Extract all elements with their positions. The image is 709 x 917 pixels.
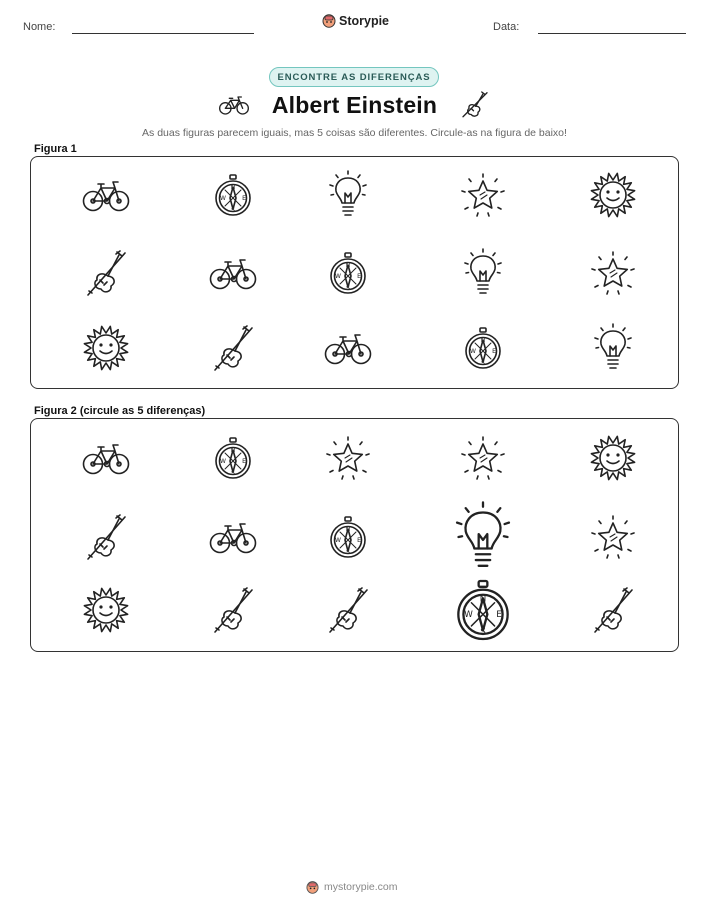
figure1-cell-r2-c4 [443, 235, 523, 311]
svg-text:W: W [220, 195, 226, 202]
lightbulb-icon [328, 170, 368, 220]
figure1-cell-r1-c3 [308, 157, 388, 233]
figure2-cell-r3-c4[interactable] [443, 572, 523, 648]
star-icon [459, 434, 507, 482]
svg-text:W: W [335, 537, 341, 544]
instructions-text: As duas figuras parecem iguais, mas 5 coisas são diferentes. Circule-as na figura de baixo! [142, 127, 567, 139]
violin-icon [325, 584, 371, 636]
figure2-cell-r2-c1[interactable] [66, 499, 146, 575]
figure1-cell-r2-c2 [193, 235, 273, 311]
figure2-cell-r3-c3[interactable] [308, 572, 388, 648]
sun-icon [81, 585, 131, 635]
svg-text:N: N [230, 447, 236, 454]
svg-text:S: S [480, 627, 486, 638]
bicycle-icon [81, 177, 131, 213]
svg-text:E: E [496, 610, 502, 621]
compass-icon [213, 436, 253, 480]
svg-text:W: W [220, 458, 226, 465]
svg-text:W: W [464, 610, 473, 621]
title-violin-icon [460, 89, 490, 124]
storypie-mascot-icon [322, 13, 336, 28]
figure1-cell-r3-c5 [573, 310, 653, 386]
svg-text:S: S [346, 549, 350, 556]
figure1-cell-r2-c3 [308, 235, 388, 311]
svg-text:N: N [480, 337, 486, 344]
svg-text:E: E [492, 348, 496, 355]
footer [306, 880, 398, 894]
figure2-panel[interactable] [30, 418, 679, 652]
figure2-cell-r1-c2[interactable] [193, 420, 273, 496]
violin-icon [83, 247, 129, 299]
compass-icon [213, 173, 253, 217]
figure2-cell-r1-c3[interactable] [308, 420, 388, 496]
svg-text:E: E [242, 458, 246, 465]
svg-text:W: W [470, 348, 476, 355]
date-label: Data: [493, 21, 520, 33]
violin-icon [590, 584, 636, 636]
bicycle-icon [81, 440, 131, 476]
page-title: Albert Einstein [271, 92, 438, 118]
footer-url[interactable]: mystorypie.com [324, 881, 398, 893]
activity-badge: ENCONTRE AS DIFERENÇAS [269, 67, 439, 87]
figure1-cell-r3-c1 [66, 310, 146, 386]
star-icon [589, 513, 637, 561]
name-label: Nome: [23, 21, 56, 33]
figure2-cell-r3-c1[interactable] [66, 572, 146, 648]
svg-text:S: S [231, 470, 235, 477]
star-icon [589, 249, 637, 297]
brand-logo [322, 13, 389, 28]
lightbulb-icon [463, 248, 503, 298]
figure1-label: Figura 1 [34, 143, 77, 155]
violin-icon [210, 322, 256, 374]
svg-text:E: E [242, 195, 246, 202]
lightbulb-icon [454, 501, 512, 573]
figure2-cell-r3-c5[interactable] [573, 572, 653, 648]
star-icon [459, 171, 507, 219]
svg-text:E: E [357, 273, 361, 280]
figure2-cell-r3-c2[interactable] [193, 572, 273, 648]
figure2-cell-r1-c4[interactable] [443, 420, 523, 496]
compass-icon [454, 578, 512, 642]
bicycle-icon [323, 330, 373, 366]
svg-text:E: E [357, 537, 361, 544]
figure1-cell-r3-c4 [443, 310, 523, 386]
star-icon [324, 434, 372, 482]
svg-text:S: S [231, 207, 235, 214]
lightbulb-icon [593, 323, 633, 373]
compass-icon [328, 251, 368, 295]
figure2-cell-r1-c5[interactable] [573, 420, 653, 496]
name-field[interactable] [72, 33, 254, 34]
svg-text:N: N [230, 184, 236, 191]
figure1-cell-r1-c4 [443, 157, 523, 233]
sun-icon [588, 170, 638, 220]
figure1-cell-r2-c1 [66, 235, 146, 311]
sun-icon [588, 433, 638, 483]
svg-text:N: N [345, 262, 351, 269]
bicycle-icon [208, 519, 258, 555]
figure2-cell-r2-c5[interactable] [573, 499, 653, 575]
storypie-mascot-icon [306, 880, 319, 894]
brand-name: Storypie [339, 13, 390, 28]
svg-text:S: S [346, 285, 350, 292]
compass-icon [463, 326, 503, 370]
svg-text:N: N [479, 594, 487, 605]
figure2-cell-r2-c3[interactable] [308, 499, 388, 575]
svg-text:N: N [345, 526, 351, 533]
figure1-cell-r2-c5 [573, 235, 653, 311]
figure1-cell-r3-c3 [308, 310, 388, 386]
violin-icon [210, 584, 256, 636]
figure1-panel [30, 156, 679, 389]
svg-text:W: W [335, 273, 341, 280]
figure2-label: Figura 2 (circule as 5 diferenças) [34, 405, 206, 417]
violin-icon [83, 511, 129, 563]
date-field[interactable] [538, 33, 686, 34]
figure2-cell-r2-c2[interactable] [193, 499, 273, 575]
figure1-cell-r1-c2 [193, 157, 273, 233]
figure2-cell-r2-c4[interactable] [443, 499, 523, 575]
svg-text:S: S [481, 360, 485, 367]
figure2-cell-r1-c1[interactable] [66, 420, 146, 496]
figure1-cell-r3-c2 [193, 310, 273, 386]
compass-icon [328, 515, 368, 559]
figure1-cell-r1-c5 [573, 157, 653, 233]
figure1-cell-r1-c1 [66, 157, 146, 233]
bicycle-icon [208, 255, 258, 291]
sun-icon [81, 323, 131, 373]
